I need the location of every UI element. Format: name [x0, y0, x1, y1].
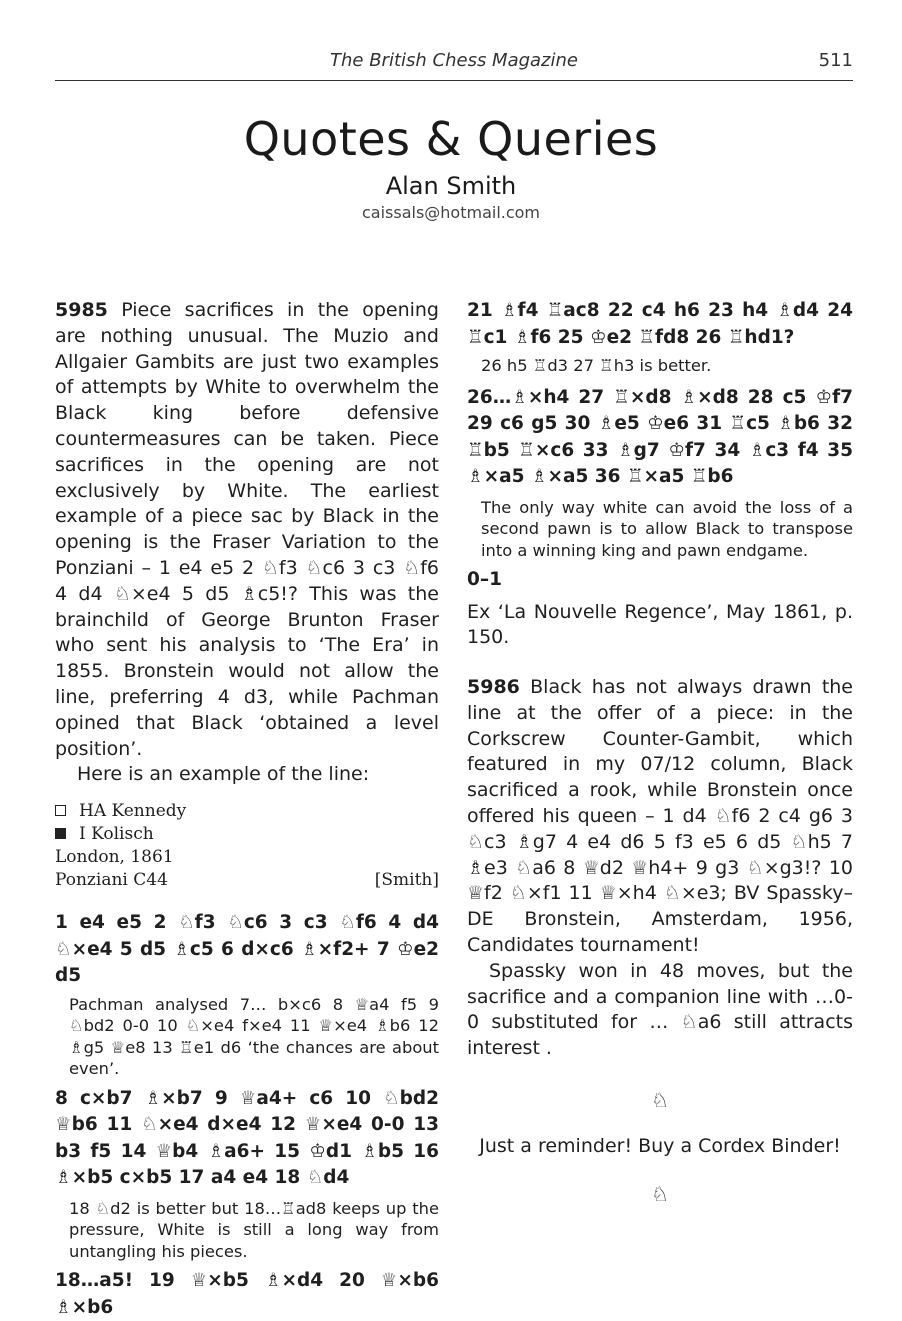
query-number: 5985 — [55, 299, 108, 321]
game-source: [Smith] — [374, 870, 439, 891]
author-email: caissals@hotmail.com — [361, 203, 541, 222]
black-player: I Kolisch — [55, 823, 439, 846]
magazine-name: The British Chess Magazine — [330, 50, 578, 71]
query-5986 — [467, 675, 853, 959]
article-title: Quotes & Queries — [243, 112, 659, 166]
query-number: 5986 — [467, 676, 520, 699]
white-player: HA Kennedy — [55, 800, 439, 823]
black-square-icon — [55, 828, 66, 839]
moves-block: 21 ♗f4 ♖ac8 22 c4 h6 23 h4 ♗d4 24 ♖c1 ♗f6 25 ♔e2 ♖fd8 26 ♖hd1? — [467, 300, 853, 348]
moves-block: 8 c×b7 ♗×b7 9 ♕a4+ c6 10 ♘bd2 ♕b6 11 ♘×e4 d×e4 12 ♕×e4 0-0 13 b3 f5 14 ♕b4 ♗a6+ 15 ♔d1 ♗b5 16 ♗×b5 c×b5 17 a4 e4 18 ♘d4 — [55, 1087, 439, 1189]
reminder-text: Just a reminder! Buy a Cordex Binder! — [479, 1135, 841, 1158]
game-opening-row — [55, 869, 439, 892]
right-column — [467, 298, 853, 1206]
author-name: Alan Smith — [385, 172, 517, 200]
moves-block: 18…a5! 19 ♕×b5 ♗×d4 20 ♕×b6 ♗×b6 — [55, 1270, 439, 1318]
followup-paragraph: Spassky won in 48 moves, but the sacrifice and a companion line with …0-0 substituted for … ♘a6 still attracts interest . — [467, 959, 853, 1060]
game-header — [55, 800, 439, 892]
page-number: 511 — [818, 50, 853, 71]
example-intro: Here is an example of the line: — [77, 763, 370, 786]
white-square-icon — [55, 805, 66, 816]
knight-divider-icon: ♘ — [651, 1088, 669, 1113]
game-source-line: Ex ‘La Nouvelle Regence’, May 1861, p. 150. — [467, 600, 853, 649]
game-place: London, 1861 — [55, 847, 174, 868]
game-opening: Ponziani C44 — [55, 870, 168, 891]
moves-block: 1 e4 e5 2 ♘f3 ♘c6 3 c3 ♘f6 4 d4 ♘×e4 5 d5 ♗c5 6 d×c6 ♗×f2+ 7 ♔e2 d5 — [55, 912, 439, 987]
query-5985 — [55, 298, 439, 762]
moves-block: 26…♗×h4 27 ♖×d8 ♗×d8 28 c5 ♔f7 29 c6 g5 30 ♗e5 ♔e6 31 ♖c5 ♗b6 32 ♖b5 ♖×c6 33 ♗g7 ♔f7 34 ♗c3 f4 35 ♗×a5 ♗×a5 36 ♖×a5 ♖b6 — [467, 386, 853, 487]
annotation-note: 18 ♘d2 is better but 18…♖ad8 keeps up the pressure, White is still a long way from untangling his pieces. — [69, 1198, 439, 1261]
game-result: 0–1 — [467, 569, 502, 590]
query-text: Piece sacrifices in the opening are nothing unusual. The Muzio and Allgaier Gambits are just two examples of attempts by White to overwhelm the Black king before defensive countermeasures can be taken. Piece sacrifices in the opening are not exclusively by White. The earliest example of a piece sac by Black in the opening is the Fraser Variation to the Ponziani – 1 e4 e5 2 ♘f3 ♘c6 3 c3 ♘f6 4 d4 ♘×e4 5 d5 ♗c5!? This was the brainchild of George Brunton Fraser who sent his analysis to ‘The Era’ in 1855. Bronstein would not allow the line, preferring 4 d3, while Pachman opined that Black ‘obtained a level position’. — [55, 299, 439, 760]
annotation-note: Pachman analysed 7… b×c6 8 ♕a4 f5 9 ♘bd2 0-0 10 ♘×e4 f×e4 11 ♕×e4 ♗b6 12 ♗g5 ♕e8 13 ♖e1 d6 ‘the chances are about even’. — [69, 994, 439, 1079]
annotation-note: The only way white can avoid the loss of a second pawn is to allow Black to transpose into a winning king and pawn endgame. — [481, 497, 853, 560]
query-text: Black has not always drawn the line at the offer of a piece: in the Corkscrew Counter-Gambit, which featured in my 07/12 column, Black sacrificed a rook, while Bronstein once offered his queen – 1 d4 ♘f6 2 c4 g6 3 ♘c3 ♗g7 4 e4 d6 5 f3 e5 6 d5 ♘h5 7 ♗e3 ♘a6 8 ♕d2 ♕h4+ 9 g3 ♘×g3!? 10 ♕f2 ♘×f1 11 ♕×h4 ♘×e3; BV Spassky–DE Bronstein, Amsterdam, 1956, Candidates tournament! — [467, 676, 853, 957]
knight-divider-icon: ♘ — [651, 1181, 669, 1206]
annotation-note: 26 h5 ♖d3 27 ♖h3 is better. — [481, 356, 712, 375]
left-column — [55, 298, 439, 1321]
running-header — [55, 48, 853, 81]
